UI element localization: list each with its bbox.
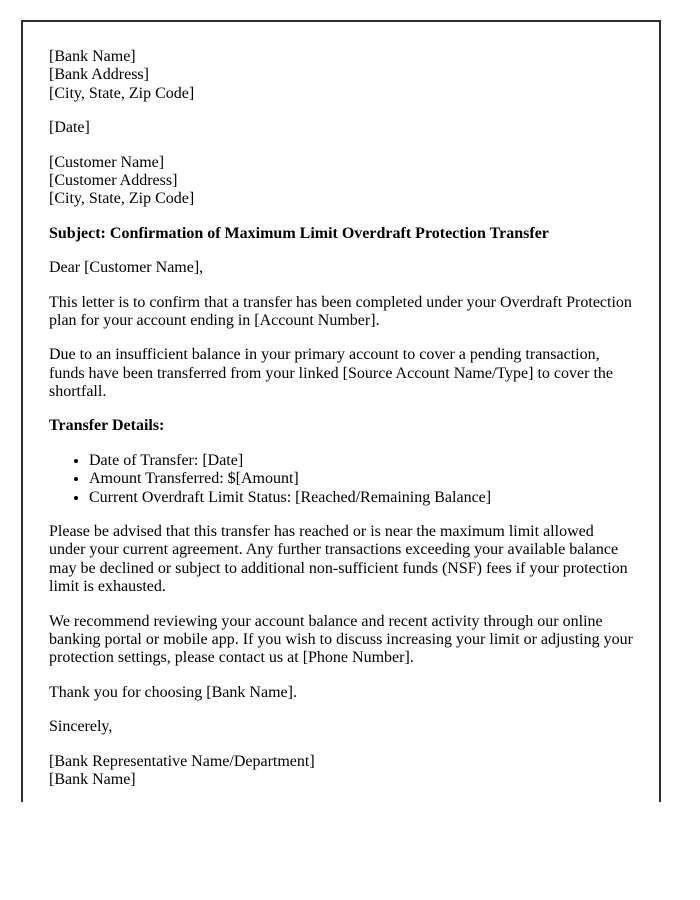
customer-address-block bbox=[49, 154, 633, 209]
signature-representative-line: [Bank Representative Name/Department] bbox=[49, 752, 315, 770]
customer-city-state-zip-line: [City, State, Zip Code] bbox=[49, 190, 195, 208]
customer-name-line: [Customer Name] bbox=[49, 153, 165, 171]
transfer-details-heading: Transfer Details: bbox=[49, 417, 165, 435]
signature-block bbox=[49, 753, 633, 790]
closing: Sincerely, bbox=[49, 718, 113, 736]
paragraph-reason: Due to an insufficient balance in your primary account to cover a pending transaction, funds have been transferred from your linked [Source Account Name/Type] to cover the shortfall. bbox=[49, 346, 614, 401]
transfer-details-list bbox=[49, 452, 633, 507]
signature-bank-name-line: [Bank Name] bbox=[49, 770, 136, 788]
paragraph-recommendation: We recommend reviewing your account balance and recent activity through our online banking portal or mobile app. If you wish to discuss increasing your limit or adjusting your protection settings, please contact us at [Phone Number]. bbox=[49, 612, 633, 667]
salutation: Dear [Customer Name], bbox=[49, 259, 204, 277]
customer-address-line: [Customer Address] bbox=[49, 171, 178, 189]
bank-address-line: [Bank Address] bbox=[49, 66, 149, 84]
transfer-detail-limit-status: • Current Overdraft Limit Status: [Reached/Remaining Balance] bbox=[89, 489, 633, 507]
bank-name-line: [Bank Name] bbox=[49, 48, 136, 65]
paragraph-confirmation: This letter is to confirm that a transfer has been completed under your Overdraft Protection plan for your account ending in [Account Number]. bbox=[49, 293, 632, 329]
bank-city-state-zip-line: [City, State, Zip Code] bbox=[49, 84, 195, 102]
date-line: [Date] bbox=[49, 119, 90, 137]
bank-address-block bbox=[49, 48, 633, 103]
paragraph-thanks: Thank you for choosing [Bank Name]. bbox=[49, 683, 297, 701]
subject-line: Subject: Confirmation of Maximum Limit Overdraft Protection Transfer bbox=[49, 224, 549, 242]
paragraph-limit-notice: Please be advised that this transfer has reached or is near the maximum limit allowed under your current agreement. Any further transactions exceeding your available balance may be declined or subject to additional non-sufficient funds (NSF) fees if your protection limit is exhausted. bbox=[49, 523, 628, 596]
transfer-detail-amount: • Amount Transferred: $[Amount] bbox=[89, 470, 633, 488]
letter-page bbox=[21, 20, 661, 802]
transfer-detail-date: • Date of Transfer: [Date] bbox=[89, 452, 633, 470]
